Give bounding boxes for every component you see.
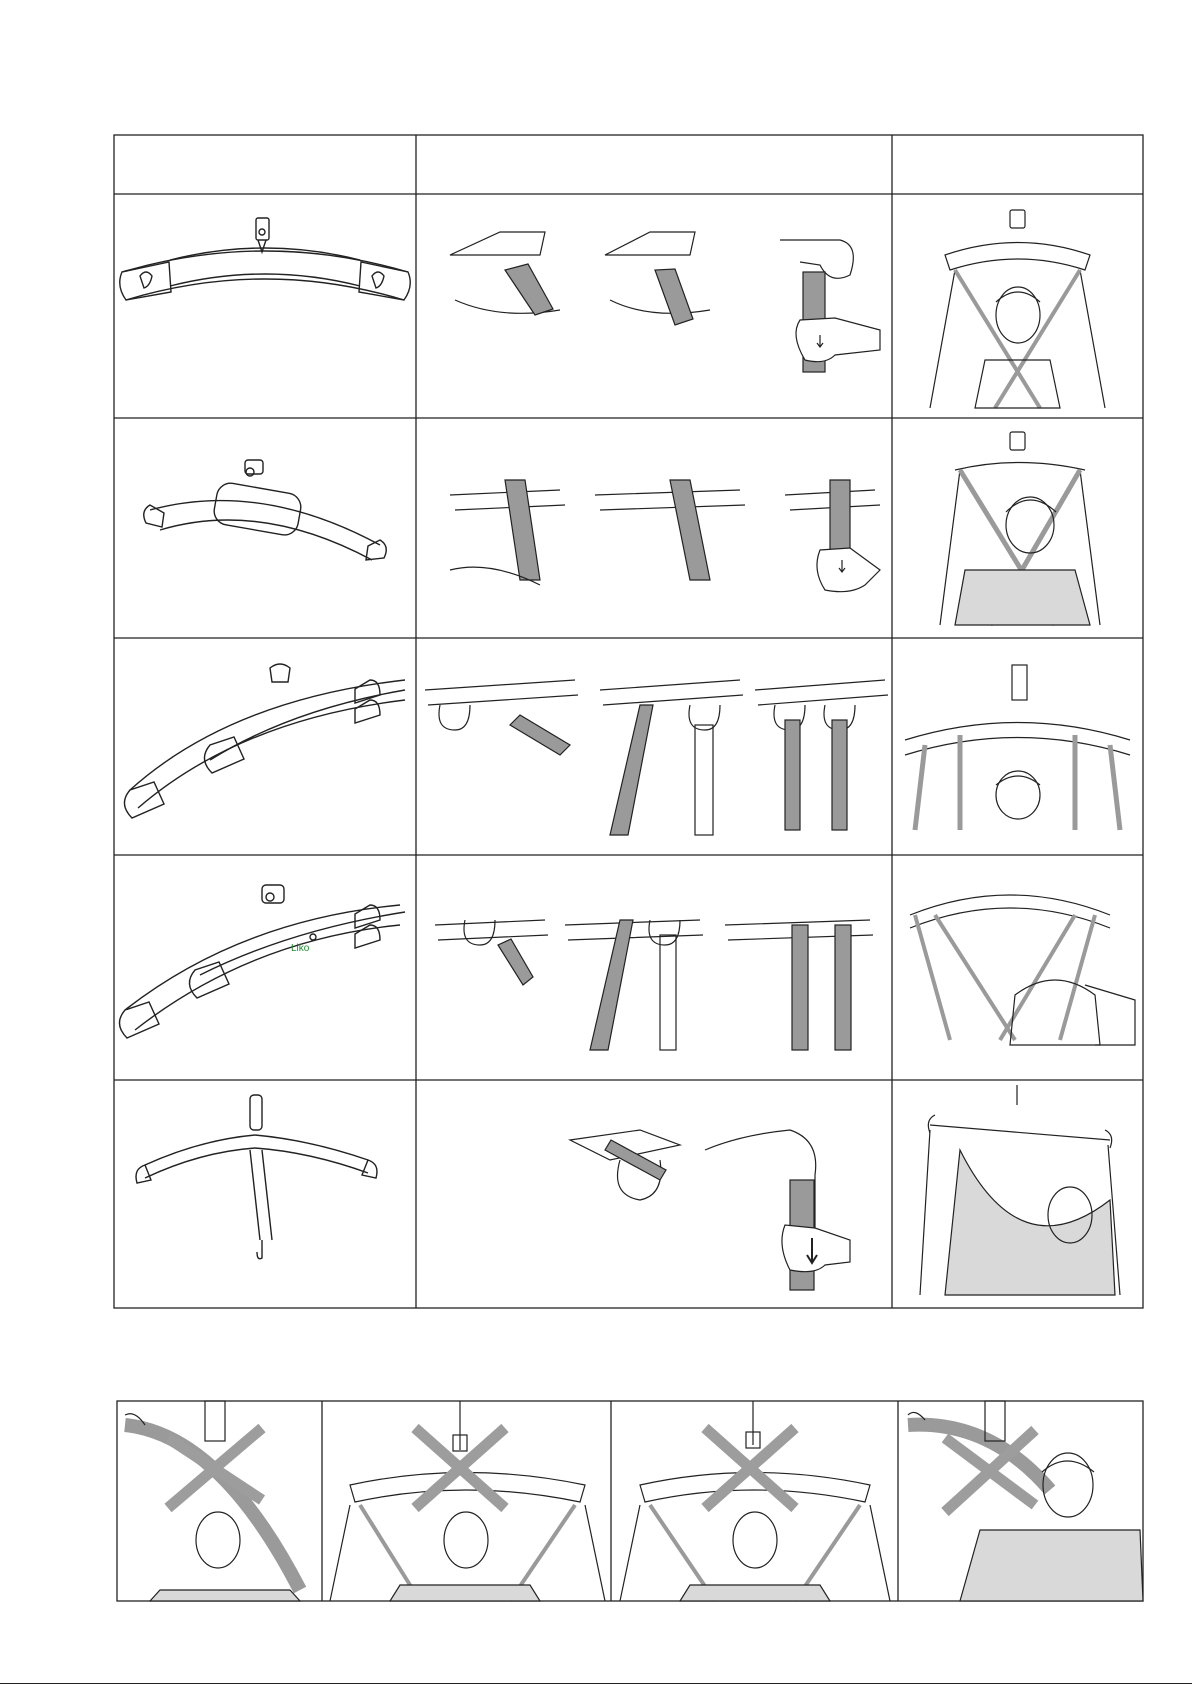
spreader-bar-row-2 bbox=[144, 460, 387, 560]
footer-rule bbox=[0, 1683, 1192, 1684]
warning-panel-2 bbox=[330, 1401, 605, 1601]
spreader-bar-row-5 bbox=[136, 1095, 377, 1259]
warning-cross-3 bbox=[705, 1428, 795, 1508]
spreader-bar-row-3 bbox=[124, 664, 405, 818]
result-row-2 bbox=[940, 432, 1100, 625]
warning-strip bbox=[0, 1390, 1192, 1610]
attach-steps-row-5 bbox=[570, 1130, 850, 1290]
spreader-bar-row-1 bbox=[120, 218, 411, 300]
warning-strip-drawing bbox=[0, 1390, 1192, 1610]
warning-panel-1 bbox=[125, 1401, 300, 1601]
spreader-bar-row-4 bbox=[119, 885, 405, 1038]
result-row-1 bbox=[930, 210, 1105, 408]
attach-steps-row-2 bbox=[450, 480, 880, 592]
warning-panel-3 bbox=[620, 1401, 890, 1601]
attach-steps-row-1 bbox=[450, 232, 880, 372]
result-row-5 bbox=[920, 1085, 1120, 1295]
attach-steps-row-4 bbox=[435, 920, 873, 1050]
result-row-4 bbox=[910, 895, 1135, 1045]
attach-steps-row-3 bbox=[425, 680, 888, 835]
result-row-3 bbox=[905, 665, 1130, 830]
bar-brand-label: Liko bbox=[291, 943, 310, 954]
